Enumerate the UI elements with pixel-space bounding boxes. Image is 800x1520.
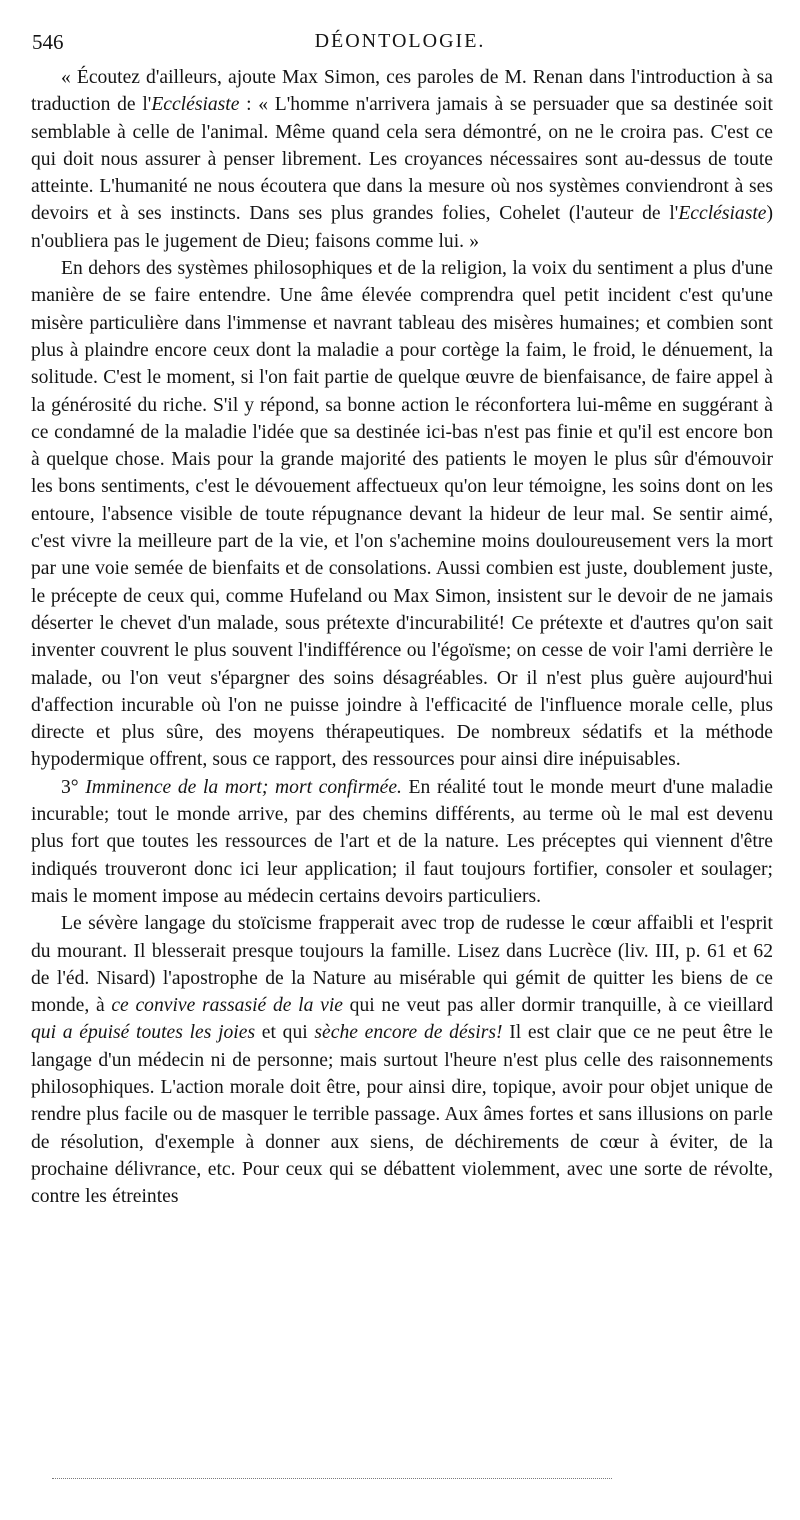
text-segment: « Écoutez d'ailleurs, ajoute Max Simon, ces paroles de M. Renan dans l'introduction à sa traduction de l': [31, 67, 773, 116]
text-segment: En dehors des systèmes philosophiques et de la religion, la voix du sentiment a plus d'une manière de se faire entendre. Une âme élevée comprendra quel petit incident c'est qu'une misère particulière dans l'immense et navrant tableau des misères humaines; et combien sont plus à plaindre encore ceux dont la maladie a pour cortège la faim, le froid, le dénuement, la solitude. C'est le moment, si l'on fait partie de quelque œuvre de bienfaisance, de faire appel à la générosité du riche. S'il y répond, sa bonne action le réconfortera lui-même en suggérant à ce condamné de la maladie l'idée que sa destinée ici-bas n'est pas finie et qu'il est encore bon à quelque chose. Mais pour la grande majorité des patients le moyen le plus sûr d'émouvoir les bons sentiments, c'est le dévouement affectueux qu'on leur témoigne, les soins dont on les entoure, l'absence visible de toute répugnance devant la hideur de leur mal. Se sentir aimé, c'est vivre la meilleure part de la vie, et l'on s'achemine moins douloureusement vers la mort par une voie semée de bienfaits et de consolations. Aussi combien est juste, doublement juste, le précepte de ceux qui, comme Hufeland ou Max Simon, insistent sur le devoir de ne jamais déserter le chevet d'un malade, sous prétexte d'incurabilité! Ce prétexte et d'autres qu'on sait inventer couvrent le plus souvent l'indifférence ou l'égoïsme; on cesse de voir l'ami derrière le malade, ou l'on veut s'épargner des soins désagréables. Or il n'est plus guère aujourd'hui d'affection incurable où l'on ne puisse joindre à l'efficacité de l'influence morale celle, plus directe et plus sûre, des moyens thérapeutiques. De nombreux sédatifs et la méthode hypodermique offrent, sous ce rapport, des ressources pour ainsi dire inépuisables.: [31, 258, 773, 771]
text-segment: ) n'oubliera pas le jugement de Dieu; faisons comme lui. »: [31, 203, 773, 252]
footer-divider: [52, 1478, 612, 1479]
text-segment: En réalité tout le monde meurt d'une maladie incurable; tout le monde arrive, par des chemins différents, au terme où le mal est devenu plus fort que toutes les ressources de l'art et de la nature. Les préceptes qui viennent d'être indiqués trouveront donc ici leur application; il faut toujours fortifier, consoler et soulager; mais le moment impose au médecin certains devoirs particuliers.: [31, 776, 773, 907]
italic-text-segment: sèche encore de désirs!: [314, 1022, 503, 1044]
italic-text-segment: qui a épuisé toutes les joies: [31, 1022, 256, 1044]
italic-text-segment: Ecclésiaste: [678, 203, 767, 225]
stoicism-paragraph: [31, 910, 773, 1210]
section-imminence-paragraph: [31, 774, 773, 910]
text-segment: 3°: [61, 776, 86, 798]
sentiment-paragraph: [31, 255, 773, 774]
running-title: DÉONTOLOGIE.: [314, 30, 486, 52]
italic-text-segment: Imminence de la mort; mort confirmée.: [85, 776, 402, 798]
text-segment: Il est clair que ce ne peut être le langage d'un médecin ni de personne; mais surtout l'heure n'est plus celle des raisonnements philosophiques. L'action morale doit être, pour ainsi dire, topique, avoir pour objet unique de rendre plus facile ou de masquer le terrible passage. Aux âmes fortes et sans illusions on parle de résolution, d'exemple à donner aux siens, de déchirements de cœur à éviter, de la prochaine délivrance, etc. Pour ceux qui se débattent violemment, avec une sorte de révolte, contre les étreintes: [31, 1022, 773, 1208]
text-segment: qui ne veut pas aller dormir tranquille, à ce vieillard: [342, 995, 773, 1017]
text-segment: : « L'homme n'arrivera jamais à se persuader que sa destinée soit semblable à celle de l'animal. Même quand cela sera démontré, on ne le croira pas. C'est ce qui doit nous assurer à penser librement. Les croyances nécessaires sont au-dessus de toute atteinte. L'humanité ne nous écoutera que dans la mesure où nos systèmes conviendront à ses devoirs et à ses instincts. Dans ses plus grandes folies, Cohelet (l'auteur de l': [31, 94, 773, 225]
italic-text-segment: Ecclésiaste: [151, 94, 240, 116]
page-number: 546: [32, 30, 64, 54]
quote-paragraph: [31, 64, 773, 255]
page-header: [32, 22, 768, 52]
body-text: [31, 64, 773, 1210]
text-segment: Le sévère langage du stoïcisme frapperait avec trop de rudesse le cœur affaibli et l'esprit du mourant. Il blesserait presque toujours la famille. Lisez dans Lucrèce (liv. III, p. 61 et 62 de l'éd. Nisard) l'apostrophe de la Nature au misérable qui gémit de quitter les biens de ce monde, à: [31, 913, 773, 1017]
text-segment: et qui: [255, 1022, 315, 1044]
italic-text-segment: ce convive rassasié de la vie: [111, 995, 343, 1017]
